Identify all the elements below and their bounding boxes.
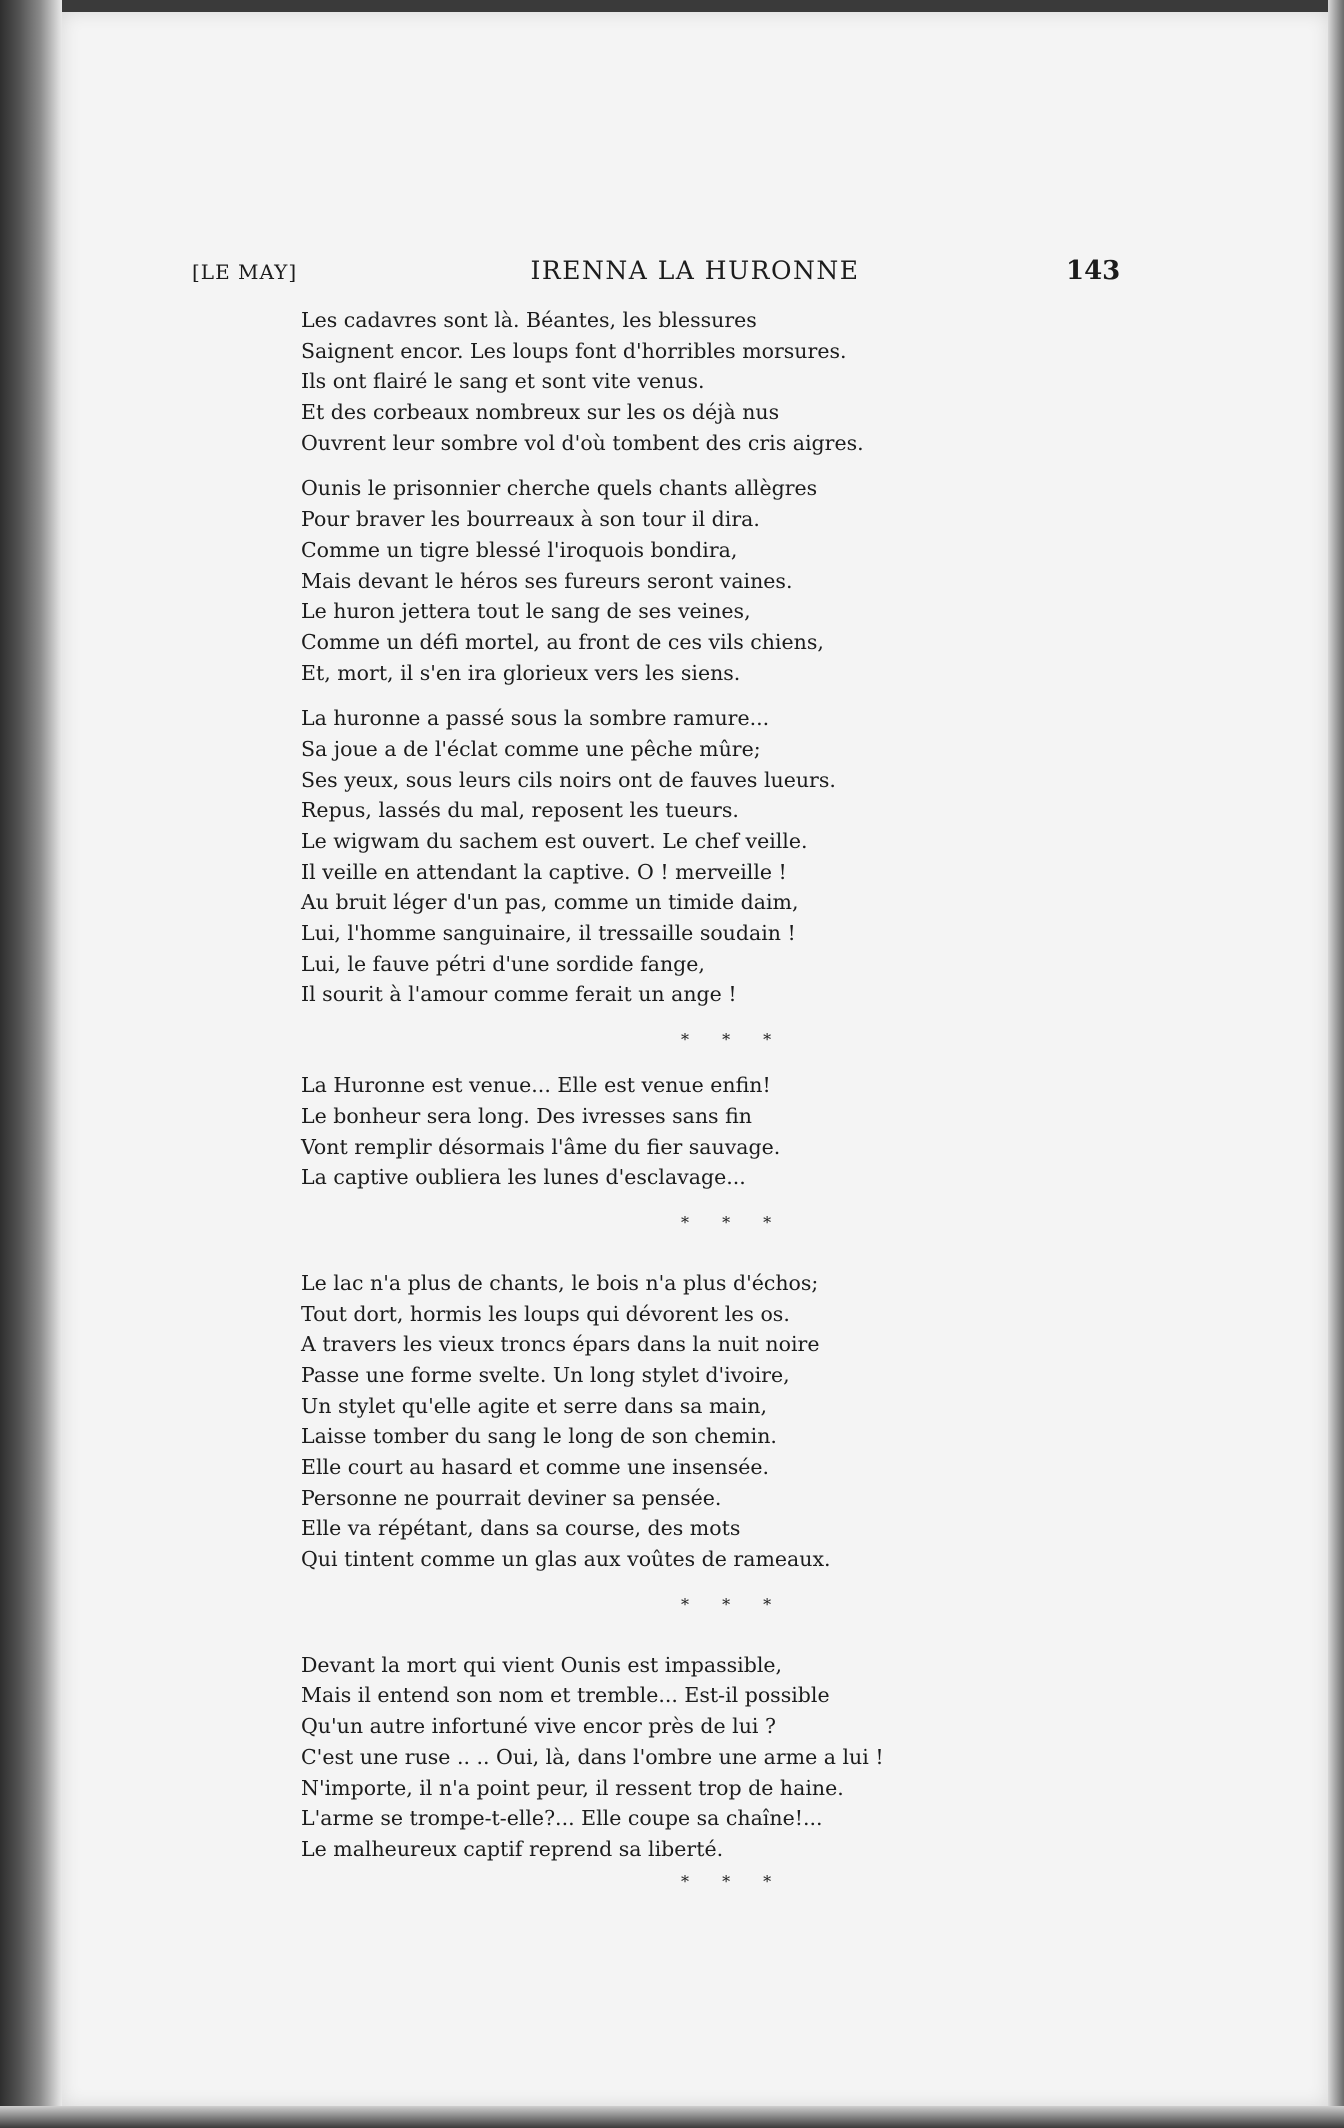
section-separator: * * * — [681, 1871, 786, 1891]
poem-line: Comme un défi mortel, au front de ces vils chiens, — [301, 629, 824, 654]
poem-line: La huronne a passé sous la sombre ramure... — [301, 706, 770, 731]
poem-line: Tout dort, hormis les loups qui dévorent les os. — [301, 1301, 790, 1326]
poem-line: Mais il entend son nom et tremble... Est-il possible — [301, 1683, 830, 1708]
section-separator: * * * — [681, 1030, 786, 1050]
page-title: IRENNA LA HURONNE — [530, 256, 860, 285]
poem-line: Le huron jettera tout le sang de ses veines, — [301, 599, 751, 624]
running-head — [62, 256, 1328, 290]
poem-line: C'est une ruse .. .. Oui, là, dans l'ombre une arme a lui ! — [301, 1744, 884, 1769]
poem-line: Un stylet qu'elle agite et serre dans sa main, — [301, 1393, 767, 1418]
book-page — [62, 12, 1328, 2106]
poem-line: Et des corbeaux nombreux sur les os déjà nus — [301, 400, 780, 425]
poem-line: L'arme se trompe-t-elle?... Elle coupe sa chaîne!... — [301, 1806, 823, 1831]
poem-line: Qu'un autre infortuné vive encor près de lui ? — [301, 1714, 776, 1739]
poem-line: Le malheureux captif reprend sa liberté. — [301, 1836, 724, 1861]
stanza-gap — [301, 458, 1121, 473]
poem-line: Le lac n'a plus de chants, le bois n'a plus d'échos; — [301, 1270, 819, 1295]
poem-line: Et, mort, il s'en ira glorieux vers les siens. — [301, 660, 741, 685]
poem-line: Lui, le fauve pétri d'une sordide fange, — [301, 951, 705, 976]
poem-line: Lui, l'homme sanguinaire, il tressaille soudain ! — [301, 921, 796, 946]
poem-line: N'importe, il n'a point peur, il ressent trop de haine. — [301, 1775, 844, 1800]
stanza — [301, 1070, 1121, 1193]
poem-line: Il veille en attendant la captive. O ! merveille ! — [301, 859, 787, 884]
poem-line: Repus, lassés du mal, reposent les tueurs. — [301, 798, 739, 823]
poem-line: Le wigwam du sachem est ouvert. Le chef veille. — [301, 829, 808, 853]
stanza — [301, 703, 1121, 1010]
poem-line: Devant la mort qui vient Ounis est impassible, — [301, 1652, 783, 1677]
poem-line: Mais devant le héros ses fureurs seront vaines. — [301, 568, 793, 593]
poem-line: Il sourit à l'amour comme ferait un ange ! — [301, 982, 737, 1007]
poem-line: Laisse tomber du sang le long de son chemin. — [301, 1424, 777, 1449]
poem-line: Ouvrent leur sombre vol d'où tombent des cris aigres. — [301, 430, 864, 455]
poem-line: Elle court au hasard et comme une insensée. — [301, 1455, 770, 1479]
poem-line: Les cadavres sont là. Béantes, les blessures — [301, 308, 757, 332]
poem-line: Sa joue a de l'éclat comme une pêche mûre; — [301, 736, 761, 761]
poem-line: A travers les vieux troncs épars dans la nuit noire — [301, 1332, 820, 1357]
poem-line: La captive oubliera les lunes d'esclavage... — [301, 1165, 746, 1190]
poem-body — [301, 305, 1121, 1899]
poem-line: Elle va répétant, dans sa course, des mots — [301, 1516, 741, 1541]
poem-line: Qui tintent comme un glas aux voûtes de rameaux. — [301, 1547, 831, 1572]
stanza-gap — [301, 1253, 1121, 1268]
stanza — [301, 305, 1121, 458]
stanza — [301, 473, 1121, 688]
poem-line: Vont remplir désormais l'âme du fier sauvage. — [301, 1134, 781, 1159]
poem-line: Ounis le prisonnier cherche quels chants allègres — [301, 476, 818, 501]
poem-line: Personne ne pourrait deviner sa pensée. — [301, 1485, 722, 1510]
stanza — [301, 1650, 1121, 1865]
poem-line: Au bruit léger d'un pas, comme un timide daim, — [301, 890, 799, 915]
author-tag: [LE MAY] — [192, 260, 298, 284]
scan-edge-right — [1328, 0, 1344, 2128]
scan-edge-bottom — [0, 2106, 1344, 2128]
poem-line: La Huronne est venue... Elle est venue enfin! — [301, 1073, 771, 1098]
poem-line: Saignent encor. Les loups font d'horribles morsures. — [301, 338, 847, 363]
page-number: 143 — [1066, 256, 1121, 286]
poem-line: Comme un tigre blessé l'iroquois bondira, — [301, 537, 738, 562]
stanza-gap — [301, 688, 1121, 703]
poem-line: Pour braver les bourreaux à son tour il dira. — [301, 507, 760, 532]
poem-line: Ses yeux, sous leurs cils noirs ont de fauves lueurs. — [301, 767, 836, 792]
poem-line: Le bonheur sera long. Des ivresses sans fin — [301, 1103, 752, 1128]
section-separator: * * * — [681, 1212, 786, 1232]
stanza — [301, 1268, 1121, 1575]
poem-line: Ils ont flairé le sang et sont vite venus. — [301, 369, 705, 394]
section-separator: * * * — [681, 1594, 786, 1614]
poem-line: Passe une forme svelte. Un long stylet d'ivoire, — [301, 1362, 790, 1387]
scan-edge-left — [0, 0, 62, 2128]
stanza-gap — [301, 1635, 1121, 1650]
